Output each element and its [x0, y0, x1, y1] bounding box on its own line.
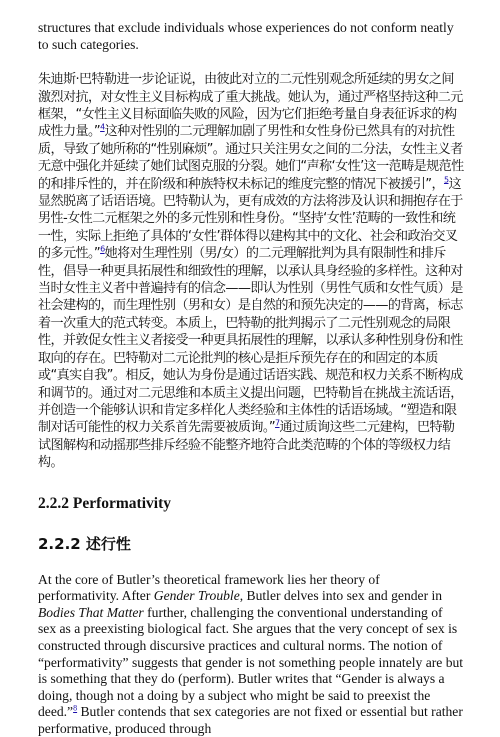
en-text-a: At the core of Butler’s theoretical framework lies her theory of performativity. After: [38, 571, 380, 604]
book-title-bodies-that-matter: Bodies That Matter: [38, 604, 144, 620]
zh-text-3: 这显然脱离了话语语境。巴特勒认为，更有成效的方法将涉及认识和拥抱存在于男性-女性二元框架之外的多元性别和性身份。“坚持‘女性’范畴的一致性和统一性，实际上拒绝了具体的‘女性’群体得以建构其中的文化、社会和政治交叉的多元性。”: [38, 176, 463, 262]
footnote-ref-7[interactable]: 7: [275, 418, 280, 428]
en-text-b: , Butler delves into sex and gender in: [239, 588, 443, 604]
zh-text-5: 通过质询这些二元建构，巴特勒试图解构和动摇那些排斥经验不能整齐地符合此类范畴的个体的等级权力结构。: [38, 420, 455, 471]
book-title-gender-trouble: Gender Trouble: [153, 588, 240, 604]
english-paragraph: [38, 572, 464, 737]
zh-text-2: 这种对性别的二元理解加剧了男性和女性身份已然具有的对抗性质，导致了她所称的“性别麻烦”。通过只关注男女之间的二分法，女性主义者无意中强化并延续了她们试图克服的分裂。她们“声称‘女性’这一范畴是规范性的和排斥性的，并在阶级和种族特权未标记的维度完整的情况下被援引”，: [38, 124, 464, 192]
footnote-ref-8[interactable]: 8: [73, 703, 78, 713]
en-text-c: further, challenging the conventional understanding of sex as a preexisting biological fact. She argues that the very concept of sex is constructed through discursive practices and cultural norms. The notion of “performativity” suggests that gender is not something people innately are but is something that they do (perform). Butler writes that “Gender is always a doing, though not a doing by a subject who might be said to preexist the deed.”: [38, 604, 464, 720]
zh-text-1: 朱迪斯·巴特勒进一步论证说，由彼此对立的二元性别观念所延续的男女之间激烈对抗，对女性主义目标构成了重大挑战。她认为，通过严格坚持这种二元框架，“女性主义目标面临失败的风险，因为它们拒绝考量自身表征诉求的构成性力量。”: [38, 72, 463, 140]
section-heading-english: 2.2.2 Performativity: [38, 494, 171, 512]
footnote-ref-6[interactable]: 6: [100, 244, 105, 254]
document-page: [38, 20, 464, 737]
chinese-paragraph: [38, 71, 464, 471]
intro-paragraph-tail: structures that exclude individuals whose experiences do not conform neatly to such categories.: [38, 20, 454, 52]
en-text-d: Butler contends that sex categories are not fixed or essential but rather performative, produced through: [38, 704, 463, 736]
zh-text-4: 她将对生理性别（男/女）的二元理解批判为具有限制性和排斥性，倡导一种更具拓展性和细致性的理解，以承认具身经验的多样性。这种对当时女性主义者中普遍持有的信念——即认为性别（男性气质和女性气质）是社会建构的，而生理性别（男和女）是自然的和预先决定的——的背离，标志着一次重大的范式转变。本质上，巴特勒的批判揭示了二元性别观念的局限性，并敦促女性主义者接受一种更具拓展性的理解，以承认多种性别身份和性取向的存在。巴特勒对二元论批判的核心是拒斥预先存在的和固定的本质或“真实自我”。相反，她认为身份是通过话语实践、规范和权力关系不断构成和调节的。通过对二元思维和本质主义提出问题，巴特勒旨在挑战主流话语，并创造一个能够认识和肯定多样化人类经验和主体性的话语场域。“塑造和限制对话可能性的权力关系首先需要被质询。”: [38, 246, 463, 436]
section-heading-chinese: 2.2.2 述行性: [38, 534, 131, 553]
footnote-ref-4[interactable]: 4: [100, 123, 105, 133]
footnote-ref-5[interactable]: 5: [443, 175, 449, 185]
